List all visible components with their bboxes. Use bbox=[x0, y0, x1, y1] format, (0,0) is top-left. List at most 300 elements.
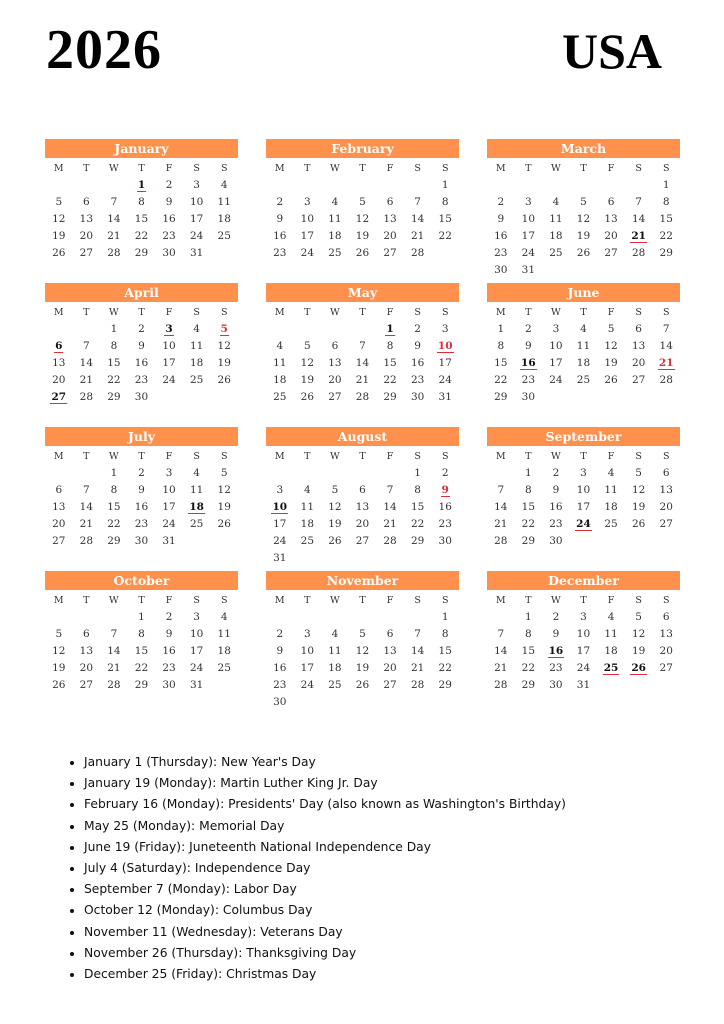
weekday-label: W bbox=[109, 595, 119, 606]
day-cell: 30 bbox=[273, 696, 287, 708]
weekday-label: M bbox=[495, 595, 506, 606]
month-september bbox=[487, 427, 680, 571]
day-cell: 8 bbox=[525, 484, 532, 496]
day-cell: 25 bbox=[217, 662, 231, 674]
empty-cell bbox=[376, 465, 404, 482]
day-cell: 12 bbox=[217, 484, 231, 496]
day-cell: 29 bbox=[494, 391, 508, 403]
day-cell: 30 bbox=[438, 535, 452, 547]
day-cell: 10 bbox=[576, 628, 591, 640]
day-cell: 9 bbox=[165, 196, 173, 208]
month-december bbox=[487, 571, 680, 715]
holiday-item: • December 25 (Friday): Christmas Day bbox=[84, 964, 566, 985]
day-cell: 8 bbox=[110, 340, 118, 352]
day-cell: 20 bbox=[79, 230, 94, 242]
day-cell: 28 bbox=[107, 247, 121, 259]
day-cell: 19 bbox=[604, 357, 618, 369]
weekday-label: W bbox=[551, 307, 561, 318]
holiday-item: • January 19 (Monday): Martin Luther King Jr. Day bbox=[84, 773, 566, 794]
day-cell: 12 bbox=[355, 213, 370, 225]
day-cell: 23 bbox=[410, 374, 425, 386]
day-cell: 3 bbox=[552, 323, 560, 335]
day-cell: 7 bbox=[497, 628, 505, 640]
day-cell: 3 bbox=[165, 467, 173, 479]
day-cell: 22 bbox=[383, 374, 397, 386]
day-cell: 7 bbox=[83, 340, 90, 352]
weekday-label: W bbox=[330, 163, 340, 174]
day-cell: 27 bbox=[328, 391, 342, 403]
day-cell: 12 bbox=[355, 645, 370, 657]
calendar-months-grid bbox=[45, 139, 679, 715]
day-cell: 16 bbox=[134, 357, 149, 369]
empty-cell bbox=[321, 177, 349, 194]
day-cell: 16 bbox=[273, 662, 287, 674]
day-cell: 7 bbox=[386, 484, 394, 496]
day-cell: 28 bbox=[410, 247, 425, 259]
day-cell: 20 bbox=[328, 374, 342, 386]
day-cell: 26 bbox=[52, 679, 66, 691]
empty-cell bbox=[100, 609, 128, 626]
day-cell: 3 bbox=[276, 484, 284, 496]
day-cell: 3 bbox=[304, 628, 311, 640]
weekday-label: M bbox=[53, 163, 64, 174]
day-cell: 21 bbox=[107, 662, 121, 674]
day-cell: 14 bbox=[410, 645, 425, 657]
day-cell: 27 bbox=[631, 374, 646, 386]
day-cell-highlighted: 1 bbox=[137, 179, 146, 191]
day-cell: 15 bbox=[438, 645, 452, 657]
weekday-label: S bbox=[662, 307, 670, 318]
weekday-label: M bbox=[274, 451, 285, 462]
day-cell-highlighted: 3 bbox=[165, 323, 173, 335]
day-cell: 1 bbox=[110, 323, 118, 335]
day-cell: 17 bbox=[189, 645, 204, 657]
day-cell: 16 bbox=[134, 501, 149, 513]
day-cell: 4 bbox=[331, 628, 339, 640]
day-cell: 14 bbox=[355, 357, 370, 369]
month-header: December bbox=[487, 571, 680, 590]
empty-cell bbox=[625, 177, 653, 194]
weekday-label: M bbox=[53, 451, 64, 462]
month-april bbox=[45, 283, 238, 427]
month-header: October bbox=[45, 571, 238, 590]
day-cell: 5 bbox=[55, 196, 63, 208]
day-cell: 8 bbox=[662, 196, 670, 208]
day-cell: 2 bbox=[276, 628, 284, 640]
day-cell: 14 bbox=[410, 213, 425, 225]
day-cell: 5 bbox=[635, 467, 642, 479]
weekday-label: M bbox=[274, 163, 285, 174]
day-cell: 25 bbox=[189, 374, 204, 386]
weekday-label: F bbox=[165, 595, 173, 606]
day-cell: 8 bbox=[110, 484, 118, 496]
weekday-label: F bbox=[165, 307, 173, 318]
day-cell: 25 bbox=[217, 230, 231, 242]
weekday-label: S bbox=[635, 595, 642, 606]
day-cell: 23 bbox=[494, 247, 508, 259]
day-cell: 9 bbox=[138, 340, 145, 352]
day-cell: 26 bbox=[328, 535, 342, 547]
day-cell: 22 bbox=[494, 374, 508, 386]
day-cell: 31 bbox=[438, 391, 452, 403]
month-january bbox=[45, 139, 238, 283]
day-cell: 17 bbox=[549, 357, 563, 369]
weekday-label: F bbox=[607, 163, 615, 174]
day-cell: 17 bbox=[576, 501, 591, 513]
day-cell: 12 bbox=[631, 484, 646, 496]
day-cell: 18 bbox=[273, 374, 287, 386]
day-cell: 6 bbox=[83, 628, 90, 640]
day-cell: 10 bbox=[189, 196, 204, 208]
day-cell: 29 bbox=[659, 247, 673, 259]
empty-cell bbox=[515, 177, 543, 194]
day-cell: 16 bbox=[162, 645, 176, 657]
day-cell: 1 bbox=[441, 179, 449, 191]
month-header: July bbox=[45, 427, 238, 446]
month-march bbox=[487, 139, 680, 283]
day-cell: 12 bbox=[300, 357, 315, 369]
day-cell: 19 bbox=[300, 374, 315, 386]
weekday-label: T bbox=[580, 163, 587, 174]
day-cell: 26 bbox=[217, 518, 231, 530]
day-cell: 6 bbox=[386, 628, 394, 640]
day-cell: 5 bbox=[635, 611, 642, 623]
weekday-label: T bbox=[304, 595, 311, 606]
day-cell: 19 bbox=[576, 230, 591, 242]
day-cell: 18 bbox=[328, 230, 342, 242]
day-cell: 30 bbox=[162, 679, 176, 691]
empty-cell bbox=[266, 465, 294, 482]
holiday-item: • October 12 (Monday): Columbus Day bbox=[84, 900, 566, 921]
weekday-label: F bbox=[607, 595, 615, 606]
weekday-label: M bbox=[495, 307, 506, 318]
day-cell: 23 bbox=[162, 230, 176, 242]
day-grid bbox=[487, 160, 680, 279]
day-cell: 12 bbox=[328, 501, 342, 513]
day-cell: 7 bbox=[635, 196, 642, 208]
day-cell: 2 bbox=[165, 179, 173, 191]
month-header: June bbox=[487, 283, 680, 302]
day-cell: 8 bbox=[386, 340, 394, 352]
empty-cell bbox=[404, 177, 432, 194]
day-cell: 30 bbox=[549, 535, 563, 547]
day-cell: 27 bbox=[383, 247, 397, 259]
empty-cell bbox=[45, 177, 73, 194]
weekday-label: S bbox=[414, 163, 421, 174]
day-cell: 5 bbox=[331, 484, 339, 496]
day-cell: 4 bbox=[220, 611, 228, 623]
day-cell: 1 bbox=[662, 179, 670, 191]
day-cell-highlighted: 18 bbox=[189, 501, 204, 513]
month-header: February bbox=[266, 139, 459, 158]
day-cell: 1 bbox=[441, 611, 449, 623]
day-cell: 11 bbox=[217, 196, 231, 208]
day-cell: 29 bbox=[438, 679, 452, 691]
empty-cell bbox=[73, 321, 101, 338]
weekday-label: F bbox=[386, 595, 394, 606]
holiday-item: • February 16 (Monday): Presidents' Day (also known as Washington's Birthday) bbox=[84, 794, 566, 815]
day-cell-highlighted: 16 bbox=[521, 357, 536, 369]
day-cell: 22 bbox=[659, 230, 673, 242]
day-cell: 25 bbox=[328, 247, 342, 259]
day-cell: 12 bbox=[604, 340, 618, 352]
day-cell: 30 bbox=[162, 247, 176, 259]
day-cell: 29 bbox=[521, 535, 536, 547]
day-cell: 18 bbox=[328, 662, 342, 674]
empty-cell bbox=[376, 609, 404, 626]
weekday-label: S bbox=[193, 451, 200, 462]
weekday-label: S bbox=[441, 307, 449, 318]
day-cell: 27 bbox=[383, 679, 397, 691]
day-grid bbox=[45, 160, 238, 262]
weekday-label: S bbox=[193, 595, 200, 606]
day-cell: 28 bbox=[107, 679, 121, 691]
day-cell: 20 bbox=[383, 230, 397, 242]
day-cell: 6 bbox=[607, 196, 615, 208]
day-cell: 10 bbox=[162, 340, 176, 352]
day-cell: 29 bbox=[410, 535, 425, 547]
weekday-label: T bbox=[580, 595, 587, 606]
day-cell: 14 bbox=[494, 645, 508, 657]
day-cell: 19 bbox=[355, 662, 370, 674]
day-cell: 11 bbox=[300, 501, 315, 513]
day-cell: 28 bbox=[659, 374, 673, 386]
day-cell: 18 bbox=[217, 645, 231, 657]
empty-cell bbox=[73, 465, 101, 482]
day-cell: 13 bbox=[604, 213, 618, 225]
weekday-label: S bbox=[220, 595, 228, 606]
day-cell: 26 bbox=[355, 247, 370, 259]
day-cell-highlighted: 6 bbox=[55, 340, 63, 352]
day-cell: 21 bbox=[383, 518, 397, 530]
day-cell: 17 bbox=[300, 662, 315, 674]
weekday-label: T bbox=[304, 451, 311, 462]
day-cell: 3 bbox=[441, 323, 449, 335]
day-cell: 6 bbox=[331, 340, 339, 352]
empty-cell bbox=[45, 609, 73, 626]
empty-cell bbox=[597, 177, 625, 194]
weekday-label: T bbox=[83, 163, 90, 174]
day-cell: 14 bbox=[383, 501, 397, 513]
day-cell: 20 bbox=[631, 357, 646, 369]
day-grid bbox=[266, 448, 459, 567]
day-cell: 18 bbox=[604, 501, 618, 513]
month-header: November bbox=[266, 571, 459, 590]
empty-cell bbox=[294, 321, 322, 338]
day-cell: 29 bbox=[521, 679, 536, 691]
weekday-label: S bbox=[220, 307, 228, 318]
weekday-label: S bbox=[441, 451, 449, 462]
day-cell: 20 bbox=[355, 518, 370, 530]
day-cell: 23 bbox=[549, 662, 563, 674]
day-cell: 28 bbox=[79, 535, 94, 547]
day-cell-highlighted: 24 bbox=[576, 518, 591, 530]
weekday-label: S bbox=[635, 307, 642, 318]
day-cell: 13 bbox=[328, 357, 342, 369]
day-cell: 8 bbox=[525, 628, 532, 640]
day-cell: 19 bbox=[631, 645, 646, 657]
day-cell: 31 bbox=[273, 552, 287, 564]
weekday-label: S bbox=[662, 595, 670, 606]
empty-cell bbox=[542, 177, 570, 194]
day-cell: 21 bbox=[494, 518, 508, 530]
day-cell: 13 bbox=[631, 340, 646, 352]
month-june bbox=[487, 283, 680, 427]
day-cell-highlighted: 21 bbox=[658, 357, 674, 369]
day-cell: 23 bbox=[134, 374, 149, 386]
day-cell: 30 bbox=[134, 535, 149, 547]
weekday-label: T bbox=[138, 307, 145, 318]
day-cell: 22 bbox=[107, 518, 121, 530]
day-cell: 14 bbox=[659, 340, 673, 352]
day-cell: 27 bbox=[79, 679, 94, 691]
day-cell: 31 bbox=[189, 679, 204, 691]
day-cell: 9 bbox=[276, 645, 284, 657]
weekday-label: W bbox=[109, 451, 119, 462]
weekday-label: S bbox=[414, 307, 421, 318]
holiday-item: • July 4 (Saturday): Independence Day bbox=[84, 858, 566, 879]
day-cell: 23 bbox=[273, 247, 287, 259]
day-cell: 25 bbox=[549, 247, 563, 259]
day-cell: 24 bbox=[300, 679, 315, 691]
empty-cell bbox=[73, 609, 101, 626]
weekday-label: T bbox=[138, 163, 145, 174]
day-cell: 25 bbox=[189, 518, 204, 530]
day-cell: 13 bbox=[52, 357, 66, 369]
day-cell: 15 bbox=[410, 501, 425, 513]
day-cell: 14 bbox=[494, 501, 508, 513]
day-cell: 30 bbox=[549, 679, 563, 691]
day-cell: 17 bbox=[273, 518, 287, 530]
weekday-label: T bbox=[525, 595, 532, 606]
weekday-label: M bbox=[53, 595, 64, 606]
empty-cell bbox=[266, 177, 294, 194]
day-grid bbox=[487, 448, 680, 550]
month-header: January bbox=[45, 139, 238, 158]
day-cell: 20 bbox=[659, 501, 673, 513]
day-cell: 17 bbox=[300, 230, 315, 242]
day-cell: 2 bbox=[138, 467, 145, 479]
weekday-label: S bbox=[220, 451, 228, 462]
day-cell: 31 bbox=[189, 247, 204, 259]
day-cell: 10 bbox=[549, 340, 563, 352]
weekday-label: S bbox=[635, 163, 642, 174]
empty-cell bbox=[321, 321, 349, 338]
day-cell: 11 bbox=[328, 645, 342, 657]
day-cell: 31 bbox=[576, 679, 591, 691]
holiday-list bbox=[66, 752, 566, 985]
day-cell: 16 bbox=[162, 213, 176, 225]
day-grid bbox=[266, 592, 459, 711]
day-cell: 6 bbox=[662, 611, 670, 623]
weekday-label: S bbox=[193, 307, 200, 318]
day-cell: 27 bbox=[659, 518, 673, 530]
day-cell: 2 bbox=[441, 467, 449, 479]
day-cell: 26 bbox=[52, 247, 66, 259]
holiday-item: • November 26 (Thursday): Thanksgiving Day bbox=[84, 943, 566, 964]
day-grid bbox=[45, 448, 238, 550]
month-may bbox=[266, 283, 459, 427]
day-cell: 21 bbox=[79, 374, 94, 386]
day-cell: 21 bbox=[410, 662, 425, 674]
day-cell: 11 bbox=[273, 357, 287, 369]
day-cell-highlighted: 16 bbox=[548, 645, 564, 657]
day-cell: 7 bbox=[110, 196, 118, 208]
empty-cell bbox=[404, 609, 432, 626]
day-cell: 12 bbox=[631, 628, 646, 640]
weekday-label: M bbox=[274, 307, 285, 318]
day-grid bbox=[266, 160, 459, 262]
day-cell: 19 bbox=[355, 230, 370, 242]
weekday-label: M bbox=[495, 451, 506, 462]
empty-cell bbox=[45, 321, 73, 338]
holiday-item: • May 25 (Monday): Memorial Day bbox=[84, 816, 566, 837]
weekday-label: T bbox=[525, 307, 532, 318]
day-cell: 6 bbox=[386, 196, 394, 208]
day-cell-highlighted: 5 bbox=[220, 323, 228, 335]
day-cell: 5 bbox=[359, 628, 366, 640]
day-cell: 21 bbox=[355, 374, 370, 386]
day-cell: 28 bbox=[410, 679, 425, 691]
weekday-label: T bbox=[83, 595, 90, 606]
weekday-label: F bbox=[386, 451, 394, 462]
day-cell: 3 bbox=[193, 611, 200, 623]
day-cell: 4 bbox=[304, 484, 311, 496]
day-cell: 2 bbox=[276, 196, 284, 208]
day-cell: 16 bbox=[438, 501, 452, 513]
day-cell: 6 bbox=[662, 467, 670, 479]
month-header: March bbox=[487, 139, 680, 158]
day-cell: 12 bbox=[576, 213, 591, 225]
empty-cell bbox=[321, 609, 349, 626]
day-cell: 13 bbox=[79, 645, 94, 657]
day-cell: 15 bbox=[107, 501, 121, 513]
day-cell: 4 bbox=[276, 340, 284, 352]
day-cell: 13 bbox=[659, 628, 673, 640]
day-cell: 17 bbox=[576, 645, 591, 657]
month-header: April bbox=[45, 283, 238, 302]
day-cell: 24 bbox=[162, 518, 176, 530]
month-header: May bbox=[266, 283, 459, 302]
day-cell: 9 bbox=[138, 484, 145, 496]
day-cell: 24 bbox=[189, 662, 204, 674]
weekday-label: T bbox=[359, 307, 366, 318]
page-title-country: USA bbox=[561, 23, 662, 79]
empty-cell bbox=[487, 177, 515, 194]
day-cell: 11 bbox=[217, 628, 231, 640]
day-cell: 29 bbox=[383, 391, 397, 403]
day-cell: 19 bbox=[217, 357, 231, 369]
empty-cell bbox=[294, 177, 322, 194]
weekday-label: W bbox=[551, 451, 561, 462]
month-february bbox=[266, 139, 459, 283]
empty-cell bbox=[100, 177, 128, 194]
day-cell: 22 bbox=[134, 230, 149, 242]
day-cell: 26 bbox=[355, 679, 370, 691]
day-cell: 14 bbox=[107, 645, 121, 657]
empty-cell bbox=[349, 465, 377, 482]
day-cell: 5 bbox=[304, 340, 311, 352]
day-cell: 9 bbox=[525, 340, 532, 352]
weekday-label: T bbox=[359, 595, 366, 606]
day-cell: 18 bbox=[549, 230, 563, 242]
day-cell: 5 bbox=[359, 196, 366, 208]
day-cell: 18 bbox=[576, 357, 591, 369]
day-cell: 9 bbox=[552, 628, 560, 640]
day-cell: 17 bbox=[162, 501, 176, 513]
day-cell: 18 bbox=[217, 213, 231, 225]
day-cell: 11 bbox=[604, 628, 618, 640]
